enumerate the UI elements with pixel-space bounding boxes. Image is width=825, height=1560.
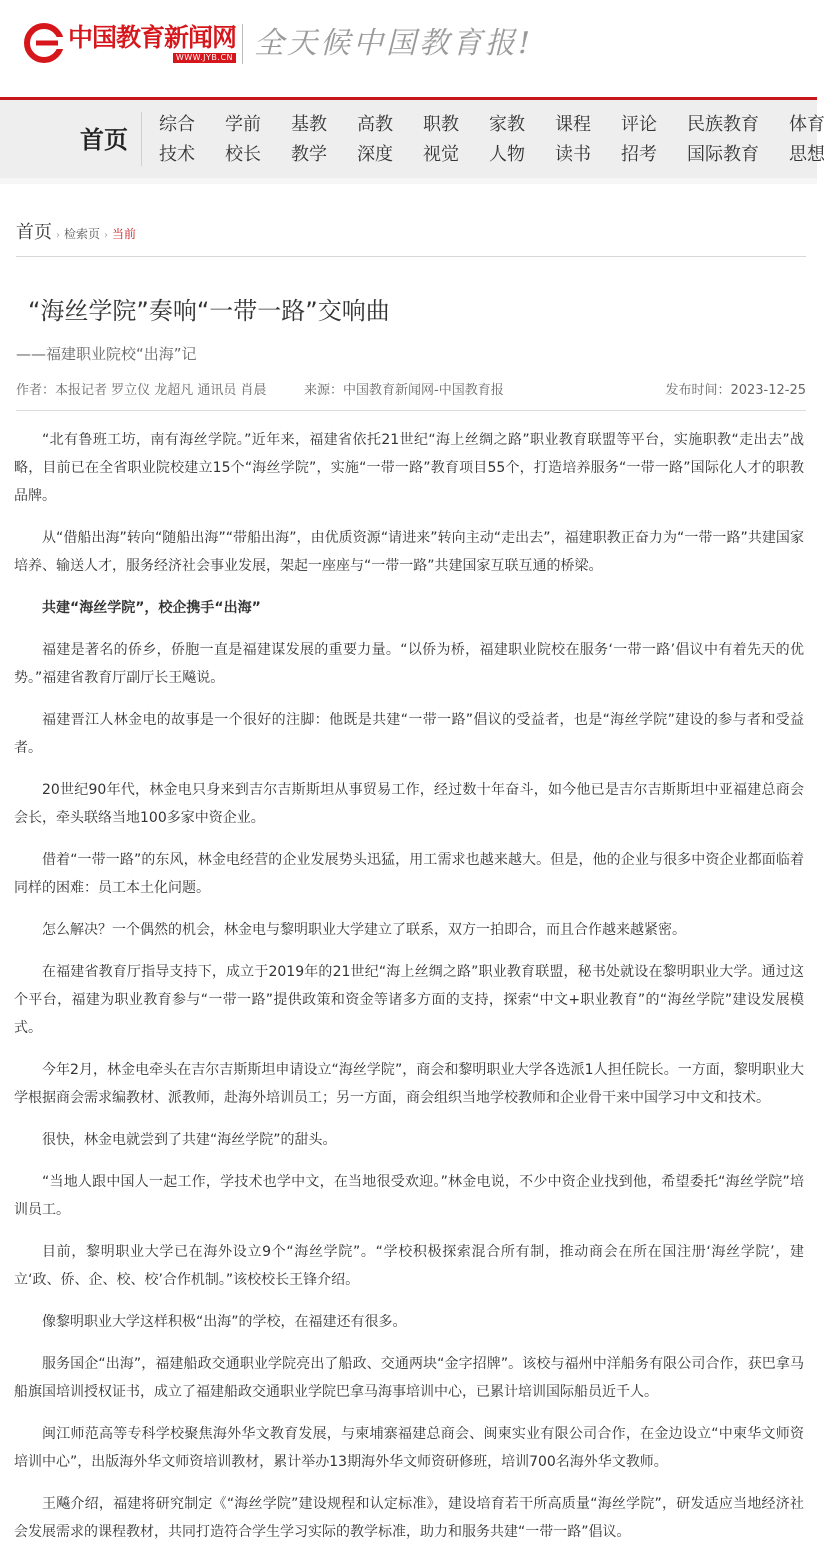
- site-slogan: 全天候中国教育报!: [254, 26, 534, 61]
- article-paragraph: 闽江师范高等专科学校聚焦海外华文教育发展，与柬埔寨福建总商会、闽柬实业有限公司合作，在金边设立“中柬华文师资培训中心”，出版海外华文师资培训教材，累计举办13期海外华文师资研修班，培训700名海外华文教师。: [14, 1426, 804, 1470]
- nav-item-visual[interactable]: 视觉: [423, 144, 459, 165]
- article-paragraph: 福建是著名的侨乡，侨胞一直是福建谋发展的重要力量。“以侨为桥，福建职业院校在服务‘一带一路’倡议中有着先天的优势。”福建省教育厅副厅长王飚说。: [14, 642, 804, 686]
- chevron-right-icon: ›: [56, 230, 60, 241]
- nav-item-family-education[interactable]: 家教: [489, 114, 525, 135]
- nav-item-basic-education[interactable]: 基教: [291, 114, 327, 135]
- article-paragraph: 今年2月，林金电牵头在吉尔吉斯斯坦申请设立“海丝学院”，商会和黎明职业大学各选派1人担任院长。一方面，黎明职业大学根据商会需求编教材、派教师，赴海外培训员工；另一方面，商会组织当地学校教师和企业骨干来中国学习中文和技术。: [14, 1062, 804, 1106]
- main-nav: [0, 100, 825, 178]
- article-paragraph: “北有鲁班工坊，南有海丝学院。”近年来，福建省依托21世纪“海上丝绸之路”职业教育联盟等平台，实施职教“走出去”战略，目前已在全省职业院校建立15个“海丝学院”，实施“一带一路”教育项目55个，打造培养服务“一带一路”国际化人才的职教品牌。: [14, 432, 804, 504]
- nav-item-admissions[interactable]: 招考: [621, 144, 657, 165]
- article-paragraph: 怎么解决？一个偶然的机会，林金电与黎明职业大学建立了联系，双方一拍即合，而且合作越来越紧密。: [42, 922, 686, 938]
- site-name: 中国教育新闻网: [68, 22, 237, 52]
- breadcrumb-home-link[interactable]: 首页: [16, 222, 52, 243]
- chevron-right-icon: ›: [104, 230, 109, 241]
- article-paragraph: 福建晋江人林金电的故事是一个很好的注脚：他既是共建“一带一路”倡议的受益者，也是“海丝学院”建设的参与者和受益者。: [14, 712, 804, 756]
- article-paragraph: 很快，林金电就尝到了共建“海丝学院”的甜头。: [42, 1132, 337, 1148]
- nav-item-in-depth[interactable]: 深度: [357, 144, 393, 165]
- site-header: [0, 0, 817, 97]
- nav-item-technology[interactable]: 技术: [159, 144, 195, 165]
- nav-row-2: [0, 142, 825, 168]
- nav-item-international-education[interactable]: 国际教育: [687, 144, 759, 165]
- logo-emblem-icon: [24, 23, 64, 63]
- article-paragraph: “当地人跟中国人一起工作，学技术也学中文，在当地很受欢迎。”林金电说，不少中资企业找到他，希望委托“海丝学院”培训员工。: [14, 1174, 804, 1218]
- article-subtitle: ——福建职业院校“出海”记: [16, 345, 197, 363]
- header-divider: [242, 24, 243, 64]
- article-paragraph: 服务国企“出海”，福建船政交通职业学院亮出了船政、交通两块“金字招牌”。该校与福州中洋船务有限公司合作，获巴拿马船旗国培训授权证书，成立了福建船政交通职业学院巴拿马海事培训中心，已累计培训国际船员近千人。: [14, 1356, 804, 1400]
- article-meta: [16, 380, 806, 402]
- nav-item-ethnic-education[interactable]: 民族教育: [687, 114, 759, 135]
- article-paragraph: 目前，黎明职业大学已在海外设立9个“海丝学院”。“学校积极探索混合所有制，推动商会在所在国注册‘海丝学院’，建立‘政、侨、企、校、校’合作机制。”该校校长王锋介绍。: [14, 1244, 804, 1288]
- nav-item-vocational[interactable]: 职教: [423, 114, 459, 135]
- nav-item-commentary[interactable]: 评论: [621, 114, 657, 135]
- nav-item-reading[interactable]: 读书: [555, 144, 591, 165]
- nav-item-thought[interactable]: 思想: [789, 144, 825, 165]
- nav-item-people[interactable]: 人物: [489, 144, 525, 165]
- article-date: 发布时间：2023-12-25: [665, 383, 806, 398]
- breadcrumb-divider: [16, 256, 806, 257]
- site-logo[interactable]: [24, 22, 236, 64]
- article-section-heading: 共建“海丝学院”，校企携手“出海”: [42, 600, 261, 616]
- nav-row-1: [0, 112, 825, 138]
- meta-divider: [16, 410, 806, 411]
- article-paragraph: 借着“一带一路”的东风，林金电经营的企业发展势头迅猛，用工需求也越来越大。但是，他的企业与很多中资企业都面临着同样的困难：员工本土化问题。: [14, 852, 804, 896]
- nav-item-comprehensive[interactable]: 综合: [159, 114, 195, 135]
- nav-item-curriculum[interactable]: 课程: [555, 114, 591, 135]
- nav-item-teaching[interactable]: 教学: [291, 144, 327, 165]
- breadcrumb: [16, 218, 136, 242]
- article-paragraph: 像黎明职业大学这样积极“出海”的学校，在福建还有很多。: [42, 1314, 407, 1330]
- article-body: [14, 426, 804, 1560]
- article-paragraph: 从“借船出海”转向“随船出海”“带船出海”，由优质资源“请进来”转向主动“走出去”，福建职教正奋力为“一带一路”共建国家培养、输送人才，服务经济社会事业发展，架起一座座与“一带一路”共建国家互联互通的桥梁。: [14, 530, 804, 574]
- nav-item-preschool[interactable]: 学前: [225, 114, 261, 135]
- nav-home-link[interactable]: 首页: [80, 126, 128, 154]
- article-paragraph: 在福建省教育厅指导支持下，成立于2019年的21世纪“海上丝绸之路”职业教育联盟，秘书处就设在黎明职业大学。通过这个平台，福建为职业教育参与“一带一路”提供政策和资金等诸多方面的支持，探索“中文+职业教育”的“海丝学院”建设发展模式。: [14, 964, 804, 1036]
- nav-item-sports[interactable]: 体育: [789, 114, 825, 135]
- article-paragraph: 王飚介绍，福建将研究制定《“海丝学院”建设规程和认定标准》，建设培育若干所高质量“海丝学院”，研发适应当地经济社会发展需求的课程教材，共同打造符合学生学习实际的教学标准，助力和服务共建“一带一路”倡议。: [14, 1496, 804, 1540]
- nav-item-higher-education[interactable]: 高教: [357, 114, 393, 135]
- breadcrumb-current: 当前: [112, 227, 137, 241]
- nav-item-principal[interactable]: 校长: [225, 144, 261, 165]
- article-title: “海丝学院”奏响“一带一路”交响曲: [28, 297, 390, 325]
- article-source: 来源：中国教育新闻网-中国教育报: [304, 383, 504, 398]
- article-author: 作者：本报记者 罗立仪 龙超凡 通讯员 肖晨: [16, 383, 267, 398]
- site-url: WWW.JYB.CN: [173, 53, 236, 63]
- nav-bottom-band: [0, 178, 817, 184]
- breadcrumb-search-link[interactable]: 检索页: [64, 227, 101, 241]
- article-paragraph: 20世纪90年代，林金电只身来到吉尔吉斯斯坦从事贸易工作，经过数十年奋斗，如今他已是吉尔吉斯斯坦中亚福建总商会会长，牵头联络当地100多家中资企业。: [14, 782, 804, 826]
